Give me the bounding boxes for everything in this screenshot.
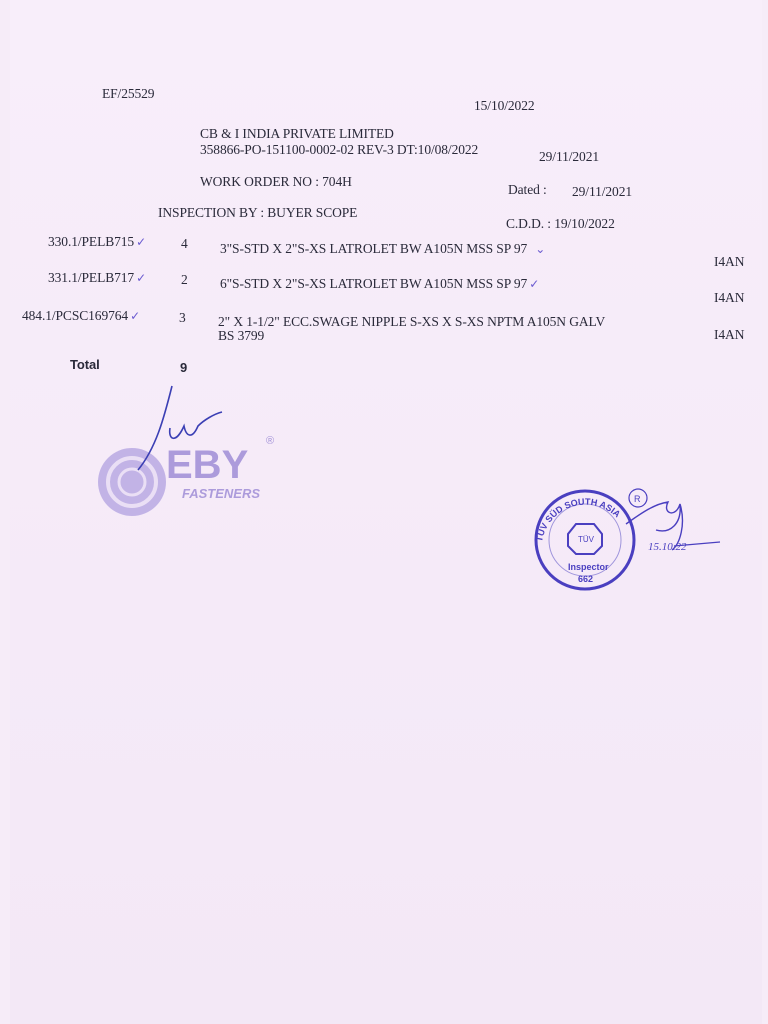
tuv-stamp-icon: [530, 484, 730, 594]
eby-logo-icon: [94, 378, 284, 528]
item-grade: I4AN: [714, 327, 745, 342]
inspector-stamp: [530, 484, 730, 594]
check-mark-icon: ✓: [130, 309, 141, 323]
company-name: CB & I INDIA PRIVATE LIMITED: [200, 126, 394, 141]
total-label: Total: [70, 357, 100, 372]
stamp-number-text: 662: [578, 574, 594, 584]
item-grade: I4AN: [714, 290, 745, 305]
dated-label: Dated :: [508, 182, 547, 197]
svg-text:TÜV: TÜV: [578, 535, 594, 544]
dated-value: 29/11/2021: [572, 184, 633, 199]
signature-date: 15.10.22: [648, 541, 687, 553]
po-reference: 358866-PO-151100-0002-02 REV-3 DT:10/08/2022: [200, 142, 479, 157]
item-qty: 4: [181, 236, 188, 251]
item-code: 484.1/PCSC169764: [22, 308, 129, 323]
check-mark-icon: ✓: [529, 277, 540, 291]
check-mark-icon: ✓: [136, 271, 147, 285]
total-value: 9: [180, 360, 188, 375]
item-grade: I4AN: [714, 254, 745, 269]
item-qty: 2: [181, 272, 188, 287]
logo-brand-text: EBY: [166, 443, 249, 487]
item-code: 330.1/PELB715: [48, 234, 135, 249]
stamp-org-text: TÜV SÜD SOUTH ASIA: [534, 496, 623, 543]
check-mark-icon: ✓: [136, 235, 147, 249]
item-description: 6"S-STD X 2"S-XS LATROLET BW A105N MSS SP 97: [220, 276, 528, 291]
stamp-role-text: Inspector: [568, 562, 609, 572]
cdd-date: C.D.D. : 19/10/2022: [506, 216, 615, 231]
item-qty: 3: [179, 310, 186, 325]
logo-sub-text: FASTENERS: [182, 486, 261, 501]
company-logo: [94, 378, 284, 528]
item-description-cont: BS 3799: [218, 328, 265, 343]
document-date: 15/10/2022: [474, 98, 535, 113]
item-description: 2" X 1-1/2" ECC.SWAGE NIPPLE S-XS X S-XS NPTM A105N GALV: [218, 314, 606, 329]
check-mark-icon: ⌄: [535, 242, 546, 256]
document-page: [10, 0, 762, 1024]
registered-mark: ®: [266, 435, 275, 447]
po-date: 29/11/2021: [539, 149, 600, 164]
reference-number: EF/25529: [102, 86, 155, 101]
inspection-by: INSPECTION BY : BUYER SCOPE: [158, 205, 358, 220]
work-order: WORK ORDER NO : 704H: [200, 174, 352, 189]
item-code: 331.1/PELB717: [48, 270, 135, 285]
svg-text:R: R: [634, 494, 641, 504]
item-description: 3"S-STD X 2"S-XS LATROLET BW A105N MSS SP 97: [220, 241, 528, 256]
